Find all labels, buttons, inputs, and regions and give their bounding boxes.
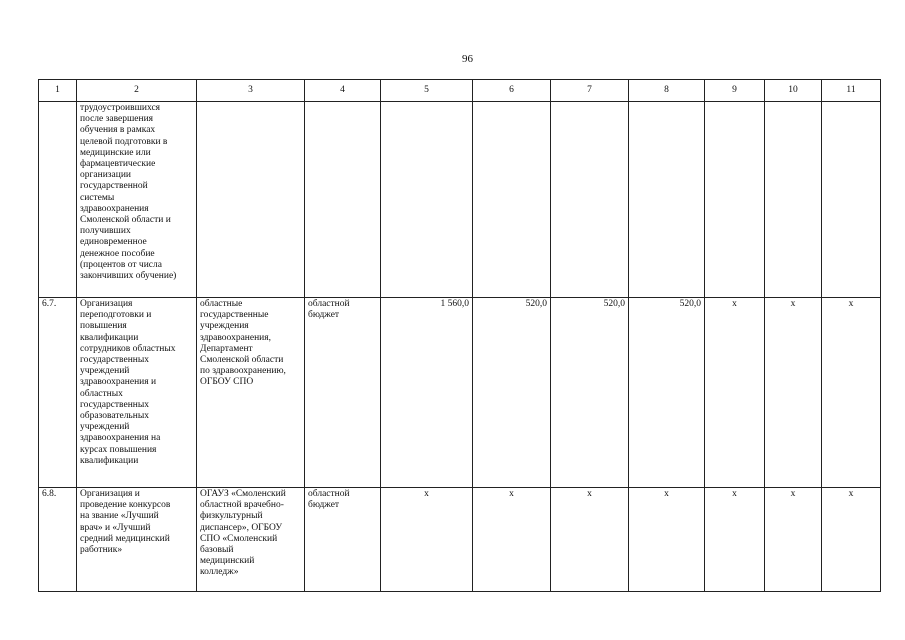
amount-year-cell: х [551,488,629,592]
row-number-cell: 6.7. [39,298,77,488]
program-table [38,79,881,592]
executor-cell: ОГАУЗ «Смоленский областной врачебно- физкультурный диспансер», ОГБОУ СПО «Смоленский базовый медицинский колледж» [197,488,305,592]
page-number: 96 [462,53,473,65]
executor-cell [197,102,305,298]
header-cell: 3 [197,80,305,102]
indicator-cell [705,102,765,298]
amount-year-cell: х [473,488,551,592]
header-cell: 7 [551,80,629,102]
amount-year-cell: 520,0 [629,298,705,488]
header-cell: 8 [629,80,705,102]
table-header-row [39,80,881,102]
amount-year-cell [551,102,629,298]
amount-year-cell [473,102,551,298]
executor-cell: областные государственные учреждения здравоохранения, Департамент Смоленской области по здравоохранению, ОГБОУ СПО [197,298,305,488]
amount-total-cell [381,102,473,298]
amount-year-cell [629,102,705,298]
header-cell: 5 [381,80,473,102]
row-number-cell: 6.8. [39,488,77,592]
amount-year-cell: 520,0 [551,298,629,488]
indicator-cell: х [765,298,822,488]
header-cell: 2 [77,80,197,102]
amount-year-cell: х [629,488,705,592]
indicator-cell: х [822,298,881,488]
funding-source-cell: областной бюджет [305,488,381,592]
table-row [39,298,881,488]
indicator-cell [822,102,881,298]
header-cell: 10 [765,80,822,102]
indicator-cell: х [705,488,765,592]
amount-total-cell: 1 560,0 [381,298,473,488]
indicator-cell: х [705,298,765,488]
indicator-cell: х [765,488,822,592]
table-row [39,488,881,592]
header-cell: 11 [822,80,881,102]
table-row [39,102,881,298]
header-cell: 6 [473,80,551,102]
header-cell: 1 [39,80,77,102]
header-cell: 4 [305,80,381,102]
activity-cell: Организация переподготовки и повышения квалификации сотрудников областных государственных учреждений здравоохранения и областных государственных образовательных учреждений здравоохранения на курсах повышения квалификации [77,298,197,488]
amount-total-cell: х [381,488,473,592]
header-cell: 9 [705,80,765,102]
activity-cell: Организация и проведение конкурсов на звание «Лучший врач» и «Лучший средний медицинский работник» [77,488,197,592]
amount-year-cell: 520,0 [473,298,551,488]
funding-source-cell [305,102,381,298]
row-number-cell [39,102,77,298]
funding-source-cell: областной бюджет [305,298,381,488]
indicator-cell: х [822,488,881,592]
activity-cell: трудоустроившихся после завершения обучения в рамках целевой подготовки в медицинские или фармацевтические организации государственной системы здравоохранения Смоленской области и получивших единовременное денежное пособие (процентов от числа закончивших обучение) [77,102,197,298]
indicator-cell [765,102,822,298]
